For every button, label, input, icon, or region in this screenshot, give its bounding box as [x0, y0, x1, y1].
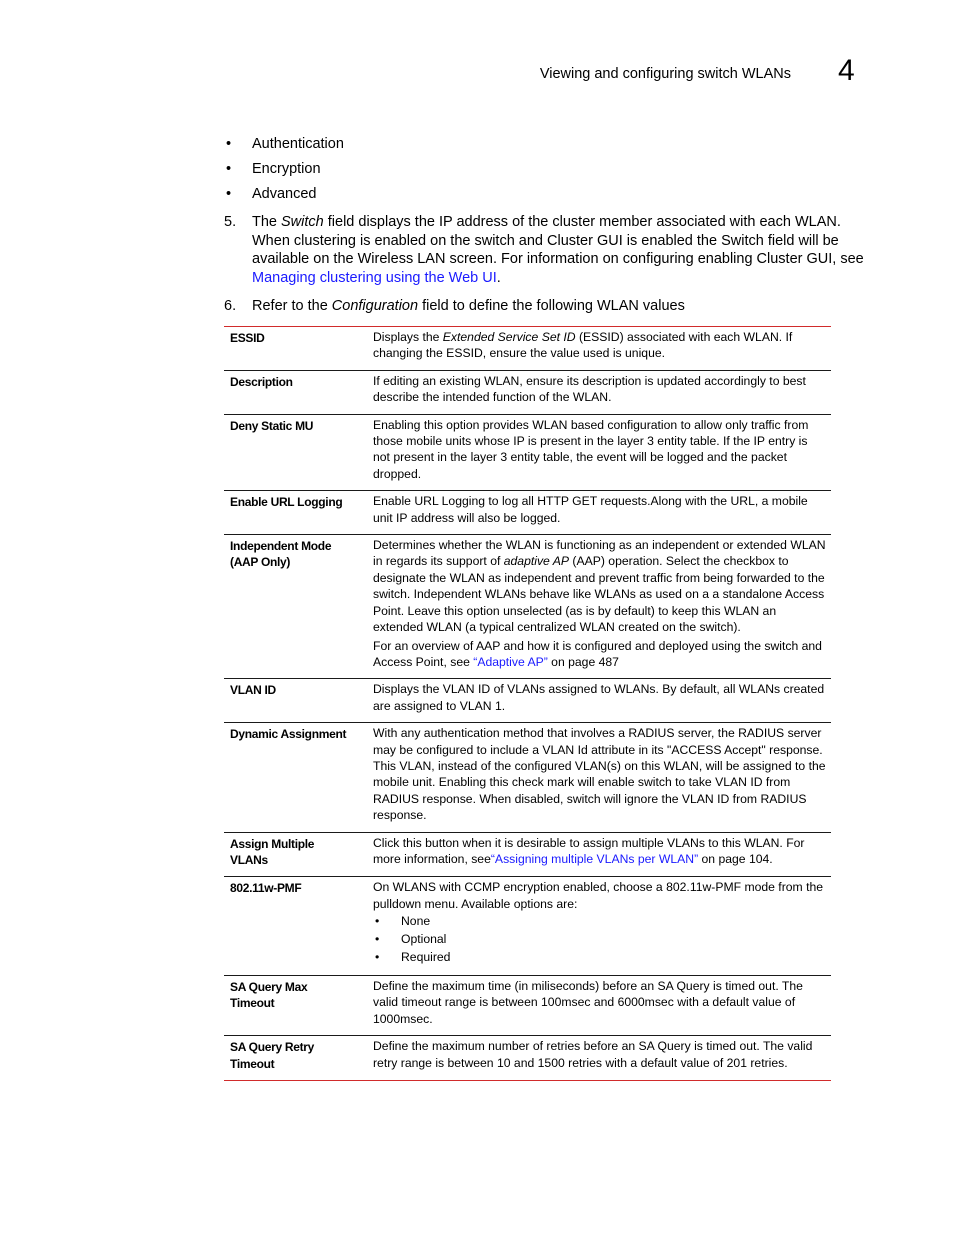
field-description: If editing an existing WLAN, ensure its description is updated accordingly to best describe the intended function of the WLAN. — [359, 370, 831, 414]
table-row — [224, 1036, 831, 1081]
wlan-config-table — [224, 326, 831, 1081]
text-run: . — [496, 270, 501, 287]
bullet-icon: • — [375, 950, 380, 964]
bullet-text: Authentication — [252, 136, 344, 152]
chapter-number: 4 — [838, 54, 855, 87]
list-item — [373, 931, 827, 949]
table-row — [224, 877, 831, 976]
text-run: The — [252, 214, 282, 230]
step-text — [252, 297, 874, 316]
emphasis: Switch — [281, 214, 324, 230]
list-item — [373, 949, 827, 967]
field-name: VLAN ID — [224, 679, 359, 723]
table-row — [224, 679, 831, 723]
step-number: 5. — [224, 214, 237, 230]
table-row — [224, 832, 831, 877]
field-description: Define the maximum number of retries before an SA Query is timed out. The valid retry range is between 10 and 1500 retries with a default value of 201 retries. — [359, 1036, 831, 1081]
option-text: Required — [401, 950, 451, 964]
table-row — [224, 414, 831, 491]
field-description — [359, 327, 831, 371]
field-description: Define the maximum time (in miliseconds) before an SA Query is timed out. The valid timeout range is between 100msec and 6000msec with a default value of 1000msec. — [359, 975, 831, 1035]
table-row — [224, 327, 831, 371]
field-name: Assign Multiple VLANs — [224, 832, 359, 877]
field-name: Description — [224, 370, 359, 414]
field-name: SA Query Max Timeout — [224, 975, 359, 1035]
text-run: (ESSID) associated with each WLAN. If changing the ESSID, ensure the value used is unique. — [373, 330, 793, 361]
field-description: Enable URL Logging to log all HTTP GET requests.Along with the URL, a mobile unit IP address will also be logged. — [359, 491, 831, 535]
text-run: field displays the IP address of the cluster member associated with each WLAN. When clustering is enabled on the switch and Cluster GUI is enabled the Switch field will be available on the Wireless LAN screen. For information on configuring enabling Cluster GUI, see — [252, 214, 864, 268]
emphasis: adaptive AP — [503, 554, 570, 569]
field-name: SA Query Retry Timeout — [224, 1036, 359, 1081]
bullet-text: Advanced — [252, 186, 317, 202]
pmf-options-list — [373, 913, 827, 967]
step-text — [252, 213, 874, 288]
emphasis: Extended Service Set ID — [442, 330, 576, 344]
field-name: Independent Mode (AAP Only) — [224, 535, 359, 679]
paragraph: On WLANS with CCMP encryption enabled, choose a 802.11w-PMF mode from the pulldown menu. Available options are: — [373, 880, 824, 911]
paragraph — [373, 537, 827, 635]
list-item — [373, 913, 827, 931]
adaptive-ap-link[interactable]: “Adaptive AP” — [473, 654, 548, 669]
field-name: ESSID — [230, 331, 265, 345]
field-name: Deny Static MU — [224, 414, 359, 491]
step-5 — [224, 213, 874, 288]
bullet-icon: • — [375, 932, 380, 947]
field-description — [359, 535, 831, 679]
field-description: Displays the VLAN ID of VLANs assigned to WLANs. By default, all WLANs created are assigned to VLAN 1. — [359, 679, 831, 723]
text-run: Displays the — [373, 330, 443, 344]
step-6 — [224, 297, 874, 316]
table-row — [224, 370, 831, 414]
field-name: Enable URL Logging — [224, 491, 359, 535]
table-row — [224, 975, 831, 1035]
bullet-icon: • — [375, 914, 380, 929]
list-item — [226, 160, 344, 185]
bullet-icon: • — [226, 161, 232, 177]
table-row — [224, 723, 831, 832]
text-run: (AAP) operation. Select the checkbox to designate the WLAN as independent and prevent traffic from being forwarded to the switch. Independent WLANs behave like WLANs as used on a a standalone Access Point. Leave this option unselected (as is by default) to keep this WLAN an extended WLAN (a typical centralized WLAN created on the switch). — [373, 554, 825, 635]
text-run: Click this button when it is desirable to assign multiple VLANs to this WLAN. For more information, see — [373, 835, 805, 866]
text-run: on page 487 — [547, 654, 619, 669]
step-number: 6. — [224, 298, 237, 314]
field-description: With any authentication method that involves a RADIUS server, the RADIUS server may be configured to include a VLAN Id attribute in its "ACCESS Accept" response. This VLAN, instead of the configured VLAN(s) on this WLAN, will be assigned to the mobile unit. Enabling this check mark will enable switch to take VLAN ID from RADIUS response. When disabled, switch will ignore the VLAN ID from RADIUS response. — [359, 723, 831, 832]
text-run: Determines whether the WLAN is functioning as an independent or extended WLAN in regards its support of — [373, 538, 826, 569]
bullet-list — [226, 135, 344, 210]
field-description — [359, 832, 831, 877]
field-description — [359, 877, 831, 976]
text-run: Refer to the — [252, 298, 332, 314]
list-item — [226, 185, 344, 210]
table-row — [224, 491, 831, 535]
option-text: Optional — [401, 932, 447, 947]
list-item — [226, 135, 344, 160]
field-description: Enabling this option provides WLAN based configuration to allow only traffic from those mobile units whose IP is present in the layer 3 entity table. If the IP entry is not present in the layer 3 entity table, the event will be logged and the packet dropped. — [359, 414, 831, 491]
field-name: Dynamic Assignment — [224, 723, 359, 832]
bullet-text: Encryption — [252, 161, 321, 177]
bullet-icon: • — [226, 186, 232, 202]
paragraph — [373, 638, 827, 671]
option-text: None — [401, 914, 431, 929]
running-header-title: Viewing and configuring switch WLANs — [539, 66, 791, 82]
table-row — [224, 535, 831, 679]
bullet-icon: • — [226, 136, 232, 152]
field-name: 802.11w-PMF — [224, 877, 359, 976]
text-run: field to define the following WLAN values — [418, 298, 685, 314]
assigning-multiple-vlans-link[interactable]: “Assigning multiple VLANs per WLAN” — [490, 851, 699, 866]
managing-clustering-link[interactable]: Managing clustering using the Web UI — [252, 270, 497, 287]
text-run: on page 104. — [698, 851, 773, 866]
text-run: For an overview of AAP and how it is configured and deployed using the switch and Access Point, see — [373, 638, 822, 669]
emphasis: Configuration — [331, 298, 419, 314]
